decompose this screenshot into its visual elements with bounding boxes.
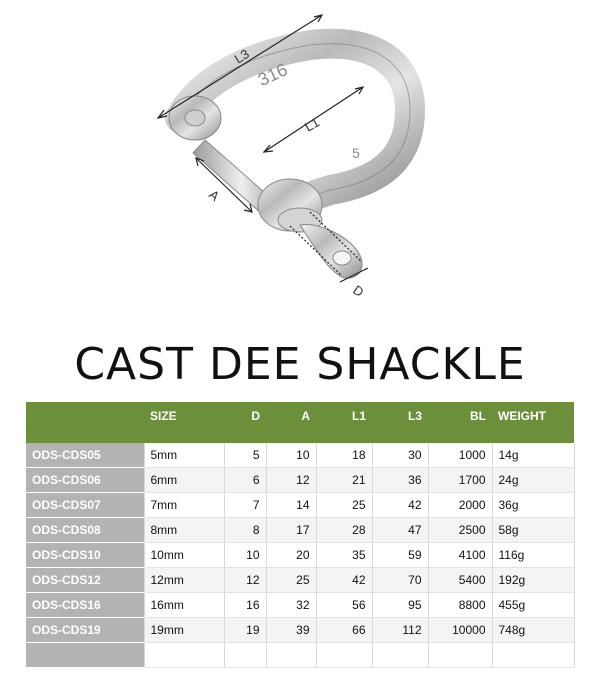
cell-l3: 47 [372,518,428,543]
cell-empty [316,643,372,668]
header-size: SIZE [144,402,224,443]
cell-size: 7mm [144,493,224,518]
cell-bl: 10000 [428,618,492,643]
table-row [26,618,574,643]
cell-bl: 1700 [428,468,492,493]
cell-l1: 42 [316,568,372,593]
cell-l3: 70 [372,568,428,593]
shackle-diagram [0,0,600,320]
cell-l3: 30 [372,443,428,468]
cell-weight: 455g [492,593,574,618]
table-row [26,543,574,568]
table-row [26,493,574,518]
cell-size: 6mm [144,468,224,493]
cell-bl: 2000 [428,493,492,518]
cell-a: 14 [266,493,316,518]
cell-bl: 1000 [428,443,492,468]
table-row [26,468,574,493]
cell-d: 8 [224,518,266,543]
cell-model: ODS-CDS07 [26,493,144,518]
cell-weight: 58g [492,518,574,543]
table-row [26,593,574,618]
cell-model: ODS-CDS12 [26,568,144,593]
cell-size: 12mm [144,568,224,593]
cell-weight: 192g [492,568,574,593]
cell-empty [372,643,428,668]
cell-bl: 8800 [428,593,492,618]
cell-d: 19 [224,618,266,643]
dimension-l3 [158,15,322,118]
cell-empty [266,643,316,668]
table-row-empty [26,643,574,668]
cell-d: 10 [224,543,266,568]
cell-d: 12 [224,568,266,593]
cell-bl: 5400 [428,568,492,593]
cell-model: ODS-CDS19 [26,618,144,643]
header-l1: L1 [316,402,372,443]
stamp-size: 5 [352,145,360,161]
table-header-row [26,402,574,443]
header-weight: WEIGHT [492,402,574,443]
cell-bl: 4100 [428,543,492,568]
cell-l1: 66 [316,618,372,643]
cell-size: 19mm [144,618,224,643]
dimension-l3-label: L3 [231,46,252,67]
cell-model: ODS-CDS16 [26,593,144,618]
cell-a: 25 [266,568,316,593]
cell-d: 5 [224,443,266,468]
dimension-l1-label: L1 [302,114,323,135]
cell-size: 16mm [144,593,224,618]
stamp-grade: 316 [254,59,291,91]
header-model [26,402,144,443]
table-row [26,568,574,593]
cell-a: 10 [266,443,316,468]
cell-model: ODS-CDS05 [26,443,144,468]
header-d: D [224,402,266,443]
cell-size: 10mm [144,543,224,568]
cell-weight: 24g [492,468,574,493]
cell-model: ODS-CDS10 [26,543,144,568]
cell-empty [224,643,266,668]
cell-d: 7 [224,493,266,518]
dimension-a-label: A [206,186,223,204]
cell-model: ODS-CDS06 [26,468,144,493]
cell-d: 6 [224,468,266,493]
cell-empty [492,643,574,668]
cell-l3: 36 [372,468,428,493]
cell-weight: 36g [492,493,574,518]
header-l3: L3 [372,402,428,443]
cell-l1: 25 [316,493,372,518]
specifications-table [26,402,575,668]
cell-size: 8mm [144,518,224,543]
cell-empty [144,643,224,668]
page-title: CAST DEE SHACKLE [74,339,526,390]
cell-d: 16 [224,593,266,618]
cell-a: 32 [266,593,316,618]
cell-a: 39 [266,618,316,643]
cell-weight: 116g [492,543,574,568]
header-bl: BL [428,402,492,443]
cell-empty [428,643,492,668]
cell-l3: 59 [372,543,428,568]
shackle-illustration [0,0,600,320]
dimension-d-label: D [350,282,367,300]
table-row [26,443,574,468]
cell-l1: 18 [316,443,372,468]
cell-a: 17 [266,518,316,543]
cell-l1: 21 [316,468,372,493]
table-row [26,518,574,543]
cell-l1: 28 [316,518,372,543]
cell-a: 12 [266,468,316,493]
cell-l3: 112 [372,618,428,643]
cell-model: ODS-CDS08 [26,518,144,543]
cell-l1: 56 [316,593,372,618]
cell-weight: 14g [492,443,574,468]
cell-l1: 35 [316,543,372,568]
cell-l3: 95 [372,593,428,618]
cell-a: 20 [266,543,316,568]
cell-bl: 2500 [428,518,492,543]
cell-model-empty [26,643,144,668]
cell-weight: 748g [492,618,574,643]
header-a: A [266,402,316,443]
cell-l3: 42 [372,493,428,518]
cell-size: 5mm [144,443,224,468]
